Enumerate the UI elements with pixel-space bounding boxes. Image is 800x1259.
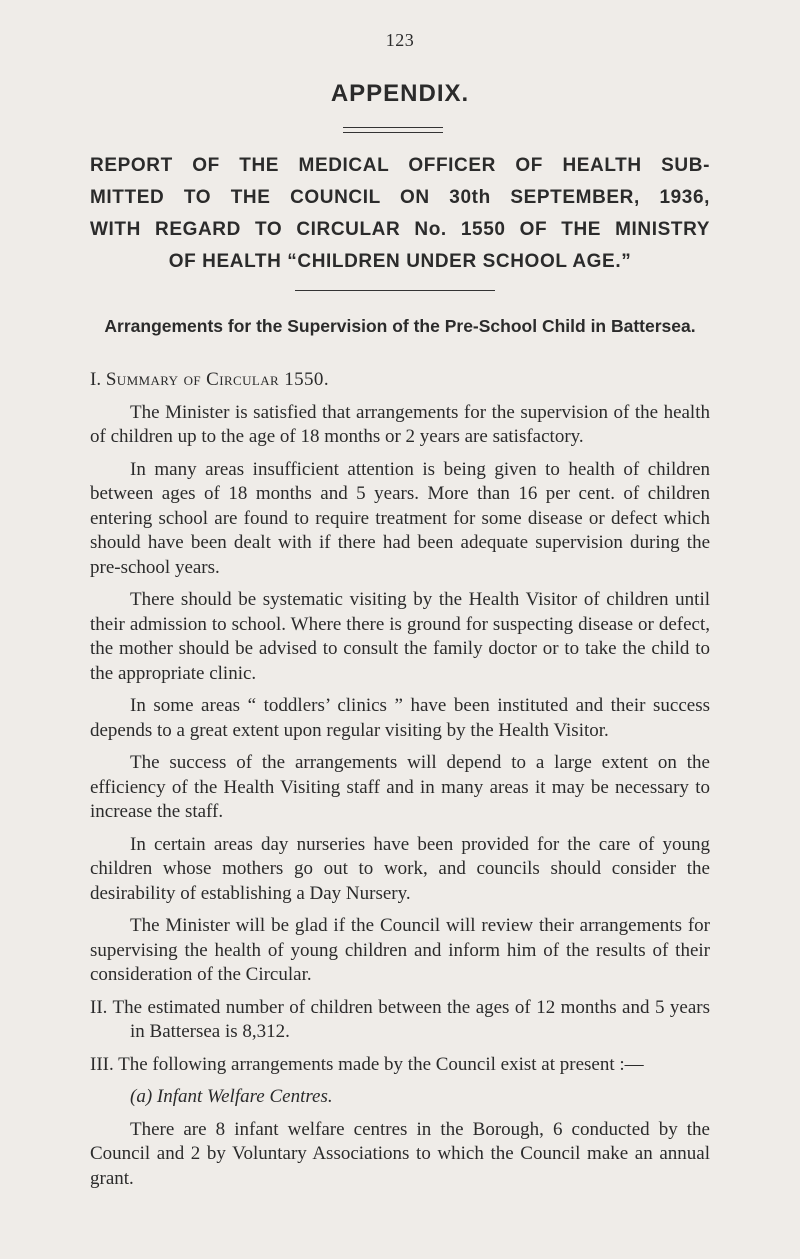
paragraph: The Minister is satisfied that arrangements for the supervision of the health of children up to the age of 18 months or 2 years are satisfactory. <box>90 401 710 447</box>
section-numeral: I. <box>90 369 102 390</box>
body-text <box>90 368 710 1191</box>
appendix-title: APPENDIX. <box>330 80 470 107</box>
paragraph: In some areas “ toddlers’ clinics ” have been instituted and their success depends to a great extent upon regular visiting by the Health Visitor. <box>90 695 710 741</box>
section-2: II. The estimated number of children between the ages of 12 months and 5 years in Battersea is 8,312. <box>90 996 710 1042</box>
paragraph: The Minister will be glad if the Council will review their arrangements for supervising the health of young children and inform him of the results of their consideration of the Circular. <box>90 915 710 985</box>
subtitle: Arrangements for the Supervision of the Pre-School Child in Battersea. <box>104 316 696 336</box>
section-3: III. The following arrangements made by the Council exist at present :— <box>90 1053 644 1075</box>
subsection-heading <box>90 1085 710 1110</box>
subsection-title: Infant Welfare Centres. <box>156 1086 333 1107</box>
report-title-line: REPORT OF THE MEDICAL OFFICER OF HEALTH SUB- <box>90 155 710 176</box>
section-heading-text: Summary of Circular 1550. <box>105 369 329 390</box>
paragraph: There are 8 infant welfare centres in the Borough, 6 conducted by the Council and 2 by Voluntary Associations to which the Council make an annual grant. <box>90 1118 710 1189</box>
section-heading <box>90 368 710 393</box>
single-rule-divider <box>295 290 495 291</box>
paragraph: There should be systematic visiting by the Health Visitor of children until their admission to school. Where there is ground for suspecting disease or defect, the mother should be advised to consult the family doctor or to take the child to the appropriate clinic. <box>90 589 710 684</box>
page-number: 123 <box>385 30 415 50</box>
paragraph: The success of the arrangements will depend to a large extent on the efficiency of the Health Visiting staff and in many areas it may be necessary to increase the staff. <box>90 752 710 822</box>
paragraph: In many areas insufficient attention is being given to health of children between ages of 18 months and 5 years. More than 16 per cent. of children entering school are found to require treatment for some disease or defect which should have been dealt with if there had been adequate supervision during the pre-school years. <box>90 458 710 578</box>
report-title-line: OF HEALTH “CHILDREN UNDER SCHOOL AGE.” <box>168 251 632 272</box>
report-title-line: MITTED TO THE COUNCIL ON 30th SEPTEMBER, 1936, <box>90 187 710 208</box>
double-rule-divider <box>343 127 443 133</box>
subsection-label: (a) <box>130 1086 153 1107</box>
report-title-line: WITH REGARD TO CIRCULAR No. 1550 OF THE MINISTRY <box>90 219 710 240</box>
paragraph: In certain areas day nurseries have been provided for the care of young children whose mothers go out to work, and councils should consider the desirability of establishing a Day Nursery. <box>90 833 710 904</box>
report-title <box>90 150 710 278</box>
